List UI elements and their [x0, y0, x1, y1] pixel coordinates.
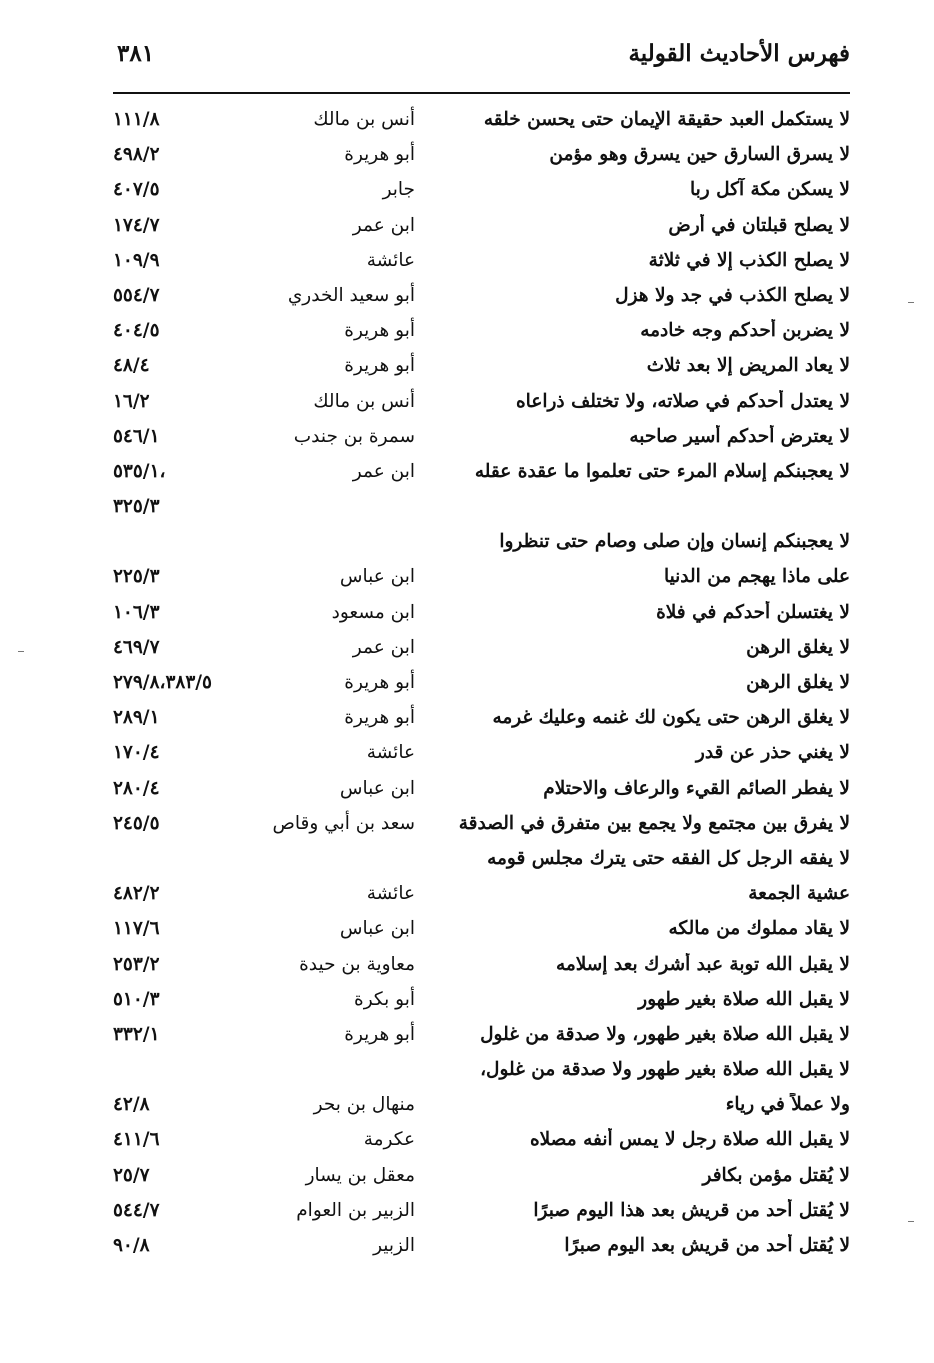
- list-item: [113, 208, 850, 243]
- narrator-name: عائشة: [366, 249, 415, 271]
- narrator-name: الزبير: [373, 1235, 415, 1256]
- hadith-text: لا يقبل الله صلاة رجل لا يمس أنفه مصلاه: [529, 1129, 850, 1151]
- volume-page-reference: ٢٤٥/٥: [113, 812, 160, 834]
- hadith-text: لا يُقتل أحد من قريش بعد اليوم صبرًا: [564, 1235, 850, 1256]
- hadith-text: لا يُقتل مؤمن بكافر: [702, 1164, 850, 1186]
- narrator-name: منهال بن بحر: [313, 1094, 415, 1116]
- page-header: [113, 40, 850, 86]
- hadith-text: لا يقبل الله صلاة بغير طهور ولا صدقة من غلول،: [480, 1059, 850, 1081]
- volume-page-reference: ١١١/٨: [113, 109, 160, 130]
- volume-page-reference: ٤٨٢/٢: [113, 883, 160, 905]
- volume-page-reference: ٢٨٩/١: [113, 707, 160, 729]
- hadith-text: لا يفطر الصائم القيء والرعاف والاحتلام: [543, 777, 850, 799]
- list-item: [113, 1228, 850, 1263]
- narrator-name: أبو هريرة: [344, 672, 415, 693]
- narrator-name: ابن عباس: [339, 918, 415, 940]
- hadith-text: لا يغلق الرهن حتى يكون لك غنمه وعليك غرمه: [492, 707, 850, 729]
- narrator-name: ابن عمر: [352, 636, 415, 658]
- list-item: [113, 947, 850, 982]
- volume-page-reference: ١٧٠/٤: [113, 742, 160, 764]
- hadith-text: لا يصلح الكذب إلا في ثلاثة: [648, 249, 850, 271]
- hadith-text: لا يقبل الله توبة عبد أشرك بعد إسلامه: [555, 953, 850, 975]
- volume-page-reference: ٥٣٥/١،: [113, 460, 166, 482]
- volume-page-reference: ٤٢/٨: [113, 1094, 150, 1116]
- narrator-name: أنس بن مالك: [313, 390, 415, 412]
- list-item: [113, 313, 850, 348]
- list-item: [113, 419, 850, 454]
- narrator-name: معقل بن يسار: [305, 1164, 415, 1186]
- list-item: [113, 559, 850, 594]
- list-item: [113, 876, 850, 911]
- narrator-name: معاوية بن حيدة: [299, 953, 415, 975]
- volume-page-reference: ٢٢٥/٣: [113, 566, 160, 588]
- list-item: [113, 771, 850, 806]
- hadith-text: لا يعتدل أحدكم في صلاته، ولا تختلف ذراعاه: [515, 390, 850, 412]
- list-item: [113, 982, 850, 1017]
- narrator-name: أبو سعيد الخدري: [287, 284, 415, 306]
- list-item: [113, 524, 850, 559]
- volume-page-reference: ٤٦٩/٧: [113, 636, 160, 658]
- hadith-text: لا يعاد المريض إلا بعد ثلاث: [646, 355, 850, 377]
- list-item: [113, 735, 850, 770]
- narrator-name: عائشة: [366, 742, 415, 764]
- list-item: [113, 1122, 850, 1157]
- list-item: [113, 348, 850, 383]
- volume-page-reference: ١١٧/٦: [113, 918, 160, 940]
- volume-page-reference: ١٧٤/٧: [113, 214, 160, 236]
- list-item: [113, 1052, 850, 1087]
- narrator-name: سمرة بن جندب: [293, 425, 415, 447]
- volume-page-reference: ٢٨٠/٤: [113, 777, 160, 799]
- volume-page-reference: ٣٣٢/١: [113, 1023, 160, 1045]
- volume-page-reference: ٥٥٤/٧: [113, 284, 160, 306]
- narrator-name: أبو هريرة: [344, 355, 415, 377]
- narrator-name: ابن مسعود: [331, 601, 415, 623]
- list-item: [113, 665, 850, 700]
- hadith-text: على ماذا يهجم من الدنيا: [663, 566, 850, 588]
- narrator-name: عكرمة: [363, 1129, 415, 1151]
- list-item: [113, 1017, 850, 1052]
- volume-page-reference: ٢٥٣/٢: [113, 953, 160, 975]
- hadith-text: ولا عملاً في رياء: [725, 1094, 850, 1116]
- volume-page-reference: ١٦/٢: [113, 390, 150, 412]
- hadith-text: لا يصلح قبلتان في أرض: [668, 214, 850, 236]
- scan-mark: [908, 1221, 914, 1222]
- hadith-text: لا يسرق السارق حين يسرق وهو مؤمن: [549, 144, 850, 166]
- hadith-text: لا يستكمل العبد حقيقة الإيمان حتى يحسن خلقه: [483, 109, 850, 130]
- list-item: [113, 137, 850, 172]
- list-item: [113, 700, 850, 735]
- hadith-index-list: [113, 102, 850, 1263]
- narrator-name: عائشة: [366, 883, 415, 905]
- narrator-name: أبو هريرة: [344, 1023, 415, 1045]
- volume-page-reference: ٤١١/٦: [113, 1129, 160, 1151]
- narrator-name: أبو بكرة: [354, 988, 415, 1010]
- list-item: [113, 1158, 850, 1193]
- volume-page-reference: ٥١٠/٣: [113, 988, 160, 1010]
- hadith-text: لا يعجبنكم إسلام المرء حتى تعلموا ما عقدة عقله: [474, 460, 850, 482]
- list-item: [113, 806, 850, 841]
- narrator-name: أنس بن مالك: [313, 109, 415, 130]
- header-rule: [113, 92, 850, 94]
- list-item: [113, 911, 850, 946]
- hadith-text: لا يفرق بين مجتمع ولا يجمع بين متفرق في الصدقة: [458, 812, 850, 834]
- list-item: [113, 1087, 850, 1122]
- hadith-text: لا يفقه الرجل كل الفقه حتى يترك مجلس قومه: [487, 847, 850, 869]
- list-item: [113, 595, 850, 630]
- volume-page-reference: ٩٠/٨: [113, 1235, 150, 1256]
- volume-page-reference: ٣٢٥/٣: [113, 496, 160, 518]
- hadith-text: لا يغتسلن أحدكم في فلاة: [656, 601, 850, 623]
- list-item: [113, 454, 850, 489]
- list-item: [113, 630, 850, 665]
- list-item: [113, 841, 850, 876]
- hadith-text: لا يغلق الرهن: [746, 672, 850, 693]
- hadith-text: لا يسكن مكة آكل ربا: [690, 179, 850, 201]
- list-item: [113, 384, 850, 419]
- narrator-name: أبو هريرة: [344, 320, 415, 342]
- scan-mark: [18, 651, 24, 652]
- narrator-name: الزبير بن العوام: [296, 1199, 415, 1221]
- narrator-name: ابن عباس: [339, 566, 415, 588]
- volume-page-reference: ٤٠٧/٥: [113, 179, 160, 201]
- list-item: [113, 278, 850, 313]
- narrator-name: أبو هريرة: [344, 144, 415, 166]
- volume-page-reference: ١٠٦/٣: [113, 601, 160, 623]
- list-item: [113, 489, 850, 524]
- narrator-name: أبو هريرة: [344, 707, 415, 729]
- hadith-text: لا يقبل الله صلاة بغير طهور: [638, 988, 850, 1010]
- hadith-text: لا يقاد مملوك من مالكه: [668, 918, 850, 940]
- hadith-text: لا يُقتل أحد من قريش بعد هذا اليوم صبرًا: [533, 1199, 850, 1221]
- list-item: [113, 102, 850, 137]
- list-item: [113, 243, 850, 278]
- narrator-name: سعد بن أبي وقاص: [272, 812, 415, 834]
- volume-page-reference: ٤٨/٤: [113, 355, 150, 377]
- hadith-text: عشية الجمعة: [748, 883, 850, 905]
- list-item: [113, 1193, 850, 1228]
- hadith-text: لا يعجبنكم إنسان وإن صلى وصام حتى تنظروا: [499, 531, 850, 553]
- volume-page-reference: ٢٧٩/٨،٣٨٣/٥: [113, 672, 212, 693]
- list-item: [113, 172, 850, 207]
- hadith-text: لا يغني حذر عن قدر: [695, 742, 850, 764]
- hadith-text: لا يضربن أحدكم وجه خادمه: [640, 320, 850, 342]
- hadith-text: لا يقبل الله صلاة بغير طهور، ولا صدقة من غلول: [480, 1023, 850, 1045]
- page-title: فهرس الأحاديث القولية: [628, 40, 850, 67]
- volume-page-reference: ٥٤٤/٧: [113, 1199, 160, 1221]
- page-number: ٣٨١: [117, 40, 155, 67]
- narrator-name: ابن عمر: [352, 214, 415, 236]
- narrator-name: ابن عمر: [352, 460, 415, 482]
- volume-page-reference: ٤٠٤/٥: [113, 320, 160, 342]
- volume-page-reference: ٢٥/٧: [113, 1164, 150, 1186]
- volume-page-reference: ١٠٩/٩: [113, 249, 160, 271]
- volume-page-reference: ٥٤٦/١: [113, 425, 160, 447]
- hadith-text: لا يصلح الكذب في جد ولا هزل: [615, 284, 850, 306]
- hadith-text: لا يغلق الرهن: [746, 636, 850, 658]
- narrator-name: جابر: [382, 179, 415, 201]
- narrator-name: ابن عباس: [339, 777, 415, 799]
- scan-mark: [908, 302, 914, 303]
- volume-page-reference: ٤٩٨/٢: [113, 144, 160, 166]
- hadith-text: لا يعترض أحدكم أسير صاحبه: [629, 425, 850, 447]
